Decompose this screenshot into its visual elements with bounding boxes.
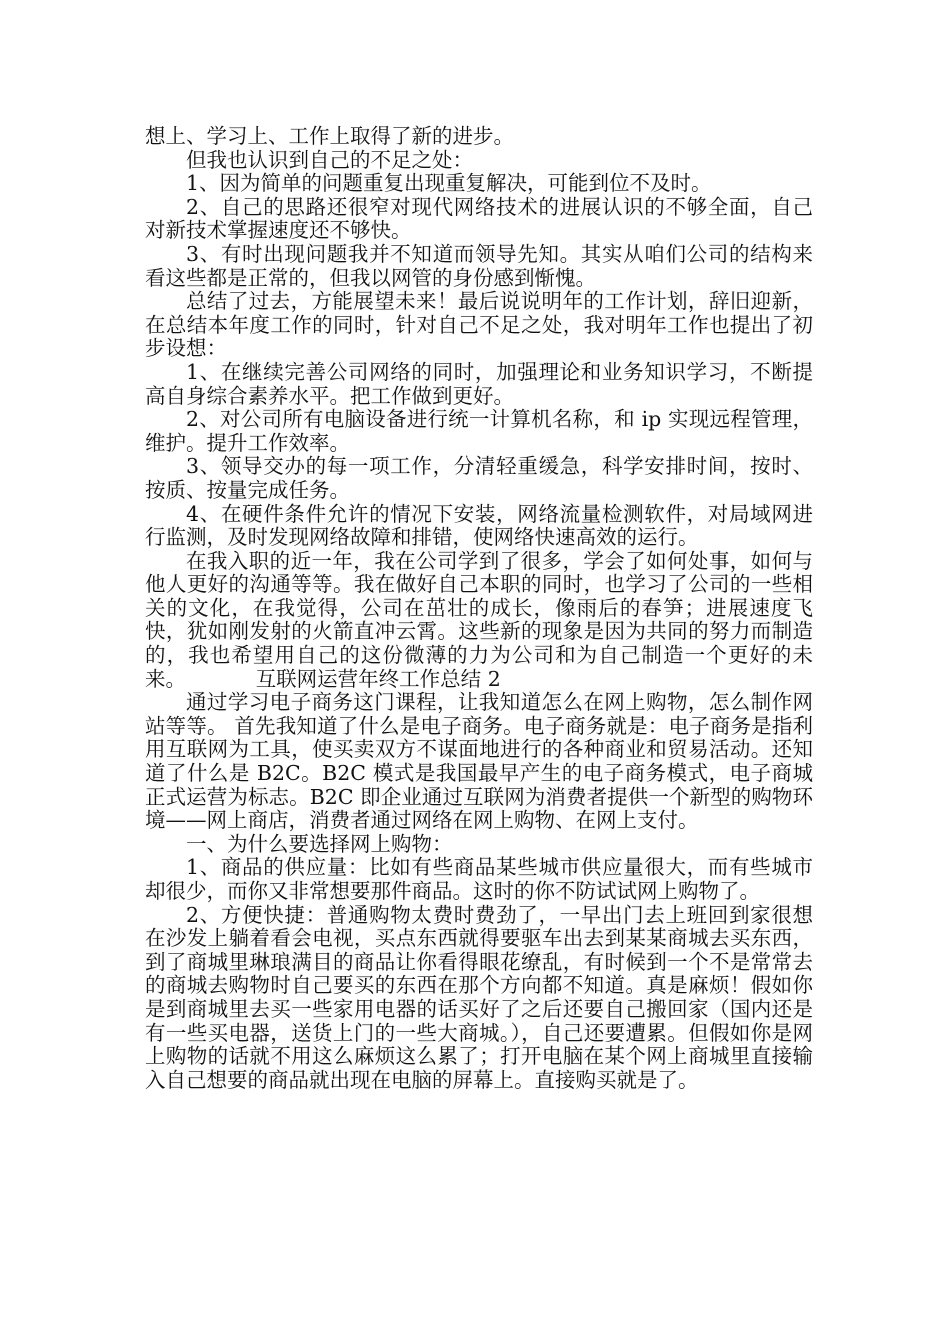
- paragraph: 1、在继续完善公司网络的同时，加强理论和业务知识学习，不断提高自身综合素养水平。把工作做到更好。: [145, 359, 813, 408]
- paragraph: 一、为什么要选择网上购物：: [186, 831, 453, 856]
- paragraph: 2、对公司所有电脑设备进行统一计算机名称，和 ip 实现远程管理，维护。提升工作效率。: [145, 407, 813, 455]
- paragraph: 想上、学习上、工作上取得了新的进步。: [145, 124, 514, 148]
- paragraph: 1、商品的供应量：比如有些商品某些城市供应量很大，而有些城市却很少，而你又非常想要那件商品。这时的你不防试试网上购物了。: [145, 855, 813, 903]
- paragraph: 2、方便快捷：普通购物太费时费劲了，一早出门去上班回到家很想在沙发上躺着看会电视，买点东西就得要驱车出去到某某商城去买东西，到了商城里琳琅满目的商品让你看得眼花缭乱，有时候到一个不是常常去的商城去购物时自己要买的东西在那个方向都不知道。真是麻烦！假如你是到商城里去买一些家用电器的话买好了之后还要自己搬回家（国内还是有一些买电器，送货上门的一些大商城。），自己还要遭累。但假如你是网上购物的话就不用这么麻烦这么累了；打开电脑在某个网上商城里直接输入自己想要的商品就出现在电脑的屏幕上。直接购买就是了。: [145, 902, 813, 1092]
- section-title: 互联网运营年终工作总结 2: [255, 666, 501, 691]
- paragraph: 3、领导交办的每一项工作，分清轻重缓急，科学安排时间，按时、按质、按量完成任务。: [145, 454, 813, 502]
- paragraph: 但我也认识到自己的不足之处：: [186, 147, 473, 172]
- paragraph: 3、有时出现问题我并不知道而领导先知。其实从咱们公司的结构来看这些都是正常的，但我以网管的身份感到惭愧。: [145, 241, 813, 290]
- paragraph: 1、因为简单的问题重复出现重复解决，可能到位不及时。: [186, 171, 712, 196]
- closing-text: 在我入职的近一年，我在公司学到了很多，学会了如何处事，如何与他人更好的沟通等等。我在做好自己本职的同时，也学习了公司的一些相关的文化，在我觉得，公司在茁壮的成长，像雨后的春笋；进展速度飞快，犹如刚发射的火箭直冲云霄。这些新的现象是因为共同的努力而制造的，我也希望用自己的这份微薄的力为公司和为自己制造一个更好的未来。: [145, 548, 813, 691]
- paragraph: 2、自己的思路还很窄对现代网络技术的进展认识的不够全面，自己对新技术掌握速度还不够快。: [145, 194, 813, 243]
- paragraph: 总结了过去，方能展望未来！最后说说明年的工作计划，辞旧迎新，在总结本年度工作的同时，针对自己不足之处，我对明年工作也提出了初步设想：: [145, 289, 813, 361]
- paragraph: 通过学习电子商务这门课程，让我知道怎么在网上购物，怎么制作网站等等。 首先我知道了什么是电子商务。电子商务就是：电子商务是指利用互联网为工具，使买卖双方不谋面地进行的各种商业和贸易活动。还知道了什么是 B2C。B2C 模式是我国最早产生的电子商务模式，电子商城正式运营为标志。B2C 即企业通过互联网为消费者提供一个新型的购物环境——网上商店，消费者通过网络在网上购物、在网上支付。: [145, 690, 813, 833]
- document-page: [145, 125, 813, 1092]
- closing-paragraph: [145, 550, 813, 692]
- paragraph: 4、在硬件条件允许的情况下安装，网络流量检测软件，对局域网进行监测，及时发现网络故障和排错，使网络快速高效的运行。: [145, 501, 813, 550]
